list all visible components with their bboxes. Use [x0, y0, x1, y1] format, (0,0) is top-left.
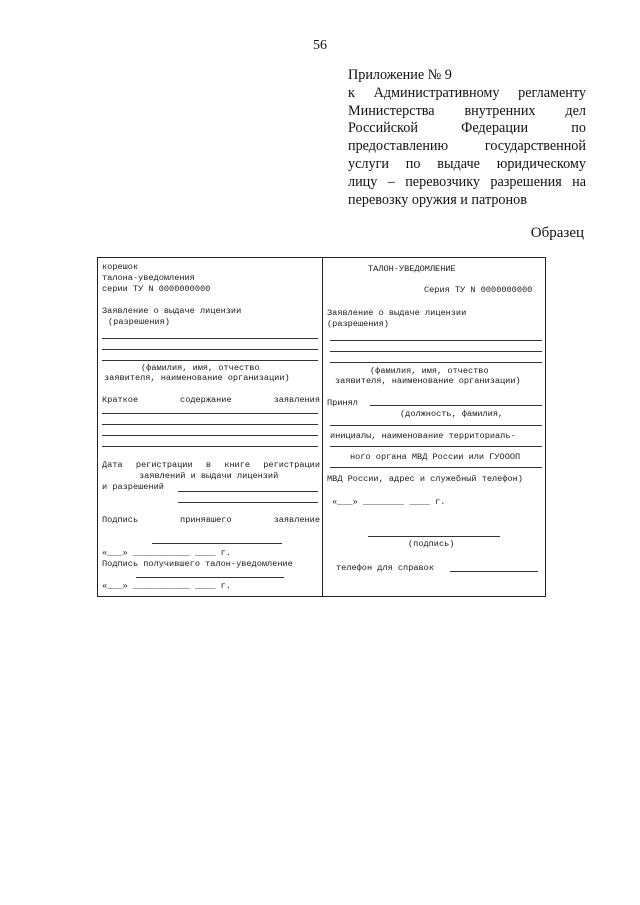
sample-label: Образец [530, 225, 584, 241]
stub-blank-line [178, 491, 318, 492]
coupon-phone-line [450, 571, 538, 572]
stub-date: «___» ___________ ____ г. [102, 581, 231, 591]
page-number: 56 [313, 38, 327, 53]
form-divider [322, 257, 323, 597]
appendix-line: перевозку оружия и патронов [348, 191, 527, 208]
coupon-caption: (должность, фамилия, [400, 409, 504, 419]
stub-application-sub: (разрешения) [108, 317, 170, 327]
stub-blank-line [102, 424, 318, 425]
appendix-line: предоставлению государственной [348, 138, 586, 155]
stub-signature-accepted: Подпись принявшего заявление [102, 515, 320, 525]
coupon-series: Серия ТУ N 0000000000 [424, 285, 533, 295]
appendix-line: Российской Федерации по [348, 120, 586, 137]
coupon-caption: (фамилия, имя, отчество [370, 366, 489, 376]
stub-caption: заявителя, наименование организации) [104, 373, 290, 383]
stub-blank-line [102, 413, 318, 414]
coupon-blank-line [330, 467, 542, 468]
coupon-signature-caption: (подпись) [408, 539, 455, 549]
stub-summary-label: Краткое содержание заявления [102, 395, 320, 405]
coupon-caption: инициалы, наименование территориаль- [330, 431, 516, 441]
appendix-header [348, 67, 586, 209]
stub-blank-line [102, 338, 318, 339]
stub-signature-line [136, 577, 284, 578]
appendix-line: услуги по выдаче юридическому [348, 155, 586, 172]
coupon-blank-line [330, 362, 542, 363]
stub-blank-line [102, 360, 318, 361]
coupon-title: ТАЛОН-УВЕДОМЛЕНИЕ [368, 264, 456, 274]
coupon-phone-label: телефон для справок [336, 563, 434, 573]
coupon-blank-line [330, 351, 542, 352]
coupon-blank-line [330, 425, 542, 426]
stub-blank-line [178, 502, 318, 503]
coupon-caption: МВД России, адрес и служебный телефон) [327, 474, 523, 484]
stub-registration: и разрешений [102, 482, 164, 492]
coupon-caption: ного органа МВД России или ГУОООП [350, 452, 521, 462]
appendix-line: лицу – перевозчику разрешения на [348, 173, 586, 190]
appendix-line: к Административному регламенту [348, 84, 586, 101]
stub-signature-received: Подпись получившего талон-уведомление [102, 559, 293, 569]
stub-registration: Дата регистрации в книге регистрации [102, 460, 320, 470]
coupon-application-sub: (разрешения) [327, 319, 389, 329]
stub-caption: (фамилия, имя, отчество [141, 363, 260, 373]
coupon-date: «___» ________ ____ г. [332, 497, 446, 507]
coupon-blank-line [330, 446, 542, 447]
stub-application: Заявление о выдаче лицензии [102, 306, 242, 316]
coupon-application: Заявление о выдаче лицензии [327, 308, 467, 318]
stub-blank-line [102, 446, 318, 447]
coupon-caption: заявителя, наименование организации) [335, 376, 521, 386]
appendix-title: Приложение № 9 [348, 67, 452, 83]
stub-subtitle: талона-уведомления [102, 273, 195, 283]
coupon-blank-line [330, 340, 542, 341]
coupon-signature-line [368, 536, 500, 537]
coupon-accepted-label: Принял [327, 398, 358, 408]
stub-registration: заявлений и выдачи лицензий [139, 471, 279, 481]
stub-signature-line [152, 543, 282, 544]
appendix-line: Министерства внутренних дел [348, 102, 586, 119]
stub-series: серии ТУ N 0000000000 [102, 284, 211, 294]
stub-blank-line [102, 435, 318, 436]
coupon-blank-line [370, 405, 542, 406]
stub-blank-line [102, 349, 318, 350]
stub-date: «___» ___________ ____ г. [102, 548, 231, 558]
stub-title: корешок [102, 262, 139, 272]
